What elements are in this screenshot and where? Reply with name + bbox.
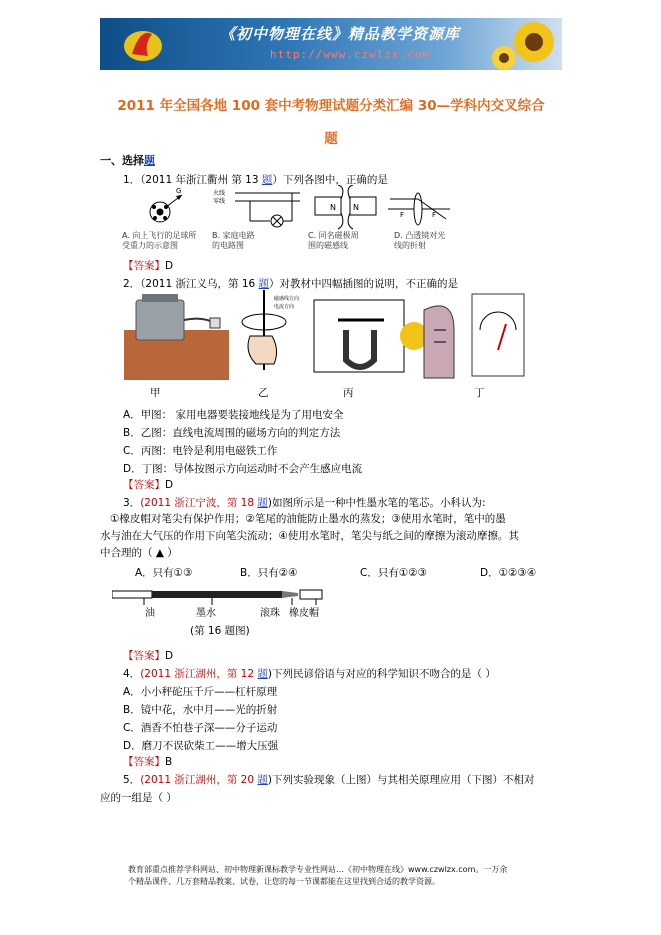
q3-body-1: ①橡皮帽对笔尖有保护作用；②笔尾的油能防止墨水的蒸发；③使用水笔时，笔中的墨 — [110, 513, 506, 525]
section-link[interactable]: 题 — [144, 154, 155, 167]
question-1-figures — [120, 185, 450, 230]
q5-line-2: 应的一组是（ ） — [100, 792, 177, 804]
question-5-stem: 5．(2011 浙江湖州，第 20 题)下列实验现象（上图）与其相关原理应用（下图）不相对 — [123, 774, 535, 786]
banner-url[interactable]: http://www.czwlzx.com — [270, 48, 431, 61]
q2-option-a: A．甲图： 家用电器要装接地线是为了用电安全 — [123, 409, 344, 421]
q3-option-c: C．只有①②③ — [360, 567, 428, 579]
q3-body-3: 中合理的（ ▲ ） — [100, 547, 178, 559]
site-banner — [100, 18, 562, 70]
q5-link[interactable]: 题 — [257, 774, 268, 786]
question-2-stem: 2．（2011 浙江义乌，第 16 题）对教材中四幅插图的说明，不正确的是 — [123, 278, 459, 290]
q2-option-b: B．乙图：直线电流周围的磁场方向的判定方法 — [123, 427, 341, 439]
footer-line-1: 教育部重点推荐学科网站、初中物理新课标教学专业性网站…《初中物理在线》www.czwlzx.com。一万余 — [128, 865, 508, 874]
q4-link[interactable]: 题 — [257, 668, 268, 680]
q3-option-d: D．①②③④ — [480, 567, 537, 579]
q3-body-2: 水与油在大气压的作用下向笔尖流动；④使用水笔时，笔尖与纸之间的摩擦为滚动摩擦。其 — [100, 530, 519, 542]
svg-text:磁感线方向: 磁感线方向 — [274, 296, 300, 302]
sunflower-decoration-icon — [492, 18, 562, 70]
q2-answer: 【答案】D — [123, 479, 174, 491]
generator-figure — [424, 294, 524, 378]
q1-caption-b: B. 家庭电路 的电路图 — [212, 231, 255, 250]
question-4-stem: 4．(2011 浙江湖州，第 12 题)下列民谚俗语与对应的科学知识不吻合的是（ ） — [123, 668, 496, 680]
q3-option-b: B．只有②④ — [240, 567, 298, 579]
q1-caption-d: D. 凸透镜对光 线的折射 — [394, 231, 446, 250]
right-hand-rule-figure — [242, 290, 299, 370]
focus-label-2: F — [432, 211, 437, 219]
q4-option-c: C．酒香不怕巷子深——分子运动 — [123, 722, 278, 734]
fig-label-yi: 乙 — [258, 387, 269, 399]
site-logo-icon — [122, 24, 164, 64]
q4-answer: 【答案】B — [123, 756, 173, 768]
question-2-figures — [124, 290, 526, 382]
q1-answer: 【答案】D — [123, 260, 174, 272]
pen-label-oil: 油 — [145, 608, 155, 619]
svg-text:电流方向: 电流方向 — [274, 304, 295, 310]
magnet-figure — [315, 185, 376, 229]
q4-option-b: B．镜中花，水中月——光的折射 — [123, 704, 278, 716]
section-heading: 一、选择题 — [100, 154, 155, 167]
question-3-stem: 3．(2011 浙江宁波，第 18 题)如图所示是一种中性墨水笔的笔芯。小科认为: — [123, 497, 486, 509]
q4-option-d: D．磨刀不误砍柴工——增大压强 — [123, 740, 279, 752]
document-title-cont: 题 — [324, 131, 338, 147]
circuit-figure — [213, 189, 300, 227]
q1-caption-c: C. 同名磁极周 围的磁感线 — [308, 231, 359, 250]
q3-link[interactable]: 题 — [257, 497, 268, 509]
footer-line-2: 个精品课件、几万套精品教案、试卷，让您的每一节课都能在这里找到合适的教学资源。 — [128, 877, 440, 886]
q3-option-a: A．只有①③ — [135, 567, 193, 579]
fig-label-ding: 丁 — [474, 387, 485, 399]
fig-label-jia: 甲 — [150, 387, 161, 399]
banner-title: 《初中物理在线》精品教学资源库 — [220, 25, 461, 43]
q3-answer: 【答案】D — [123, 650, 174, 662]
page-footer — [128, 864, 550, 888]
q2-link[interactable]: 题 — [258, 278, 270, 290]
q1-link[interactable]: 题 — [261, 174, 273, 186]
pen-label-ink: 墨水 — [196, 608, 216, 619]
q2-option-c: C．丙图：电铃是利用电磁铁工作 — [123, 445, 278, 457]
appliance-figure — [124, 294, 229, 380]
electric-bell-figure — [314, 300, 428, 372]
document-title: 2011 年全国各地 100 套中考物理试题分类汇编 30—学科内交叉综合 — [117, 98, 545, 114]
q4-option-a: A．小小秤砣压千斤——杠杆原理 — [123, 686, 278, 698]
question-1-stem: 1．（2011 年浙江衢州 第 13 题）下列各图中，正确的是 — [123, 174, 388, 186]
fig-label-bing: 丙 — [343, 387, 354, 399]
lens-figure — [388, 193, 450, 225]
pen-label-ball: 滚珠 — [260, 608, 280, 619]
pole-label-n1: N — [330, 203, 336, 212]
q2-option-d: D．丁图：导体按图示方向运动时不会产生感应电流 — [123, 463, 363, 475]
q3-figure-caption: (第 16 题图) — [190, 625, 250, 637]
force-label-g: G — [176, 187, 182, 195]
zero-wire-label: 零线 — [213, 198, 226, 205]
pen-label-cap: 橡皮帽 — [289, 608, 319, 619]
pole-label-n2: N — [353, 203, 359, 212]
q1-caption-a: A. 向上飞行的足球所 受重力的示意图 — [122, 231, 197, 250]
football-figure — [150, 187, 182, 222]
focus-label-1: F — [400, 211, 405, 219]
fire-wire-label: 火线 — [213, 190, 226, 197]
